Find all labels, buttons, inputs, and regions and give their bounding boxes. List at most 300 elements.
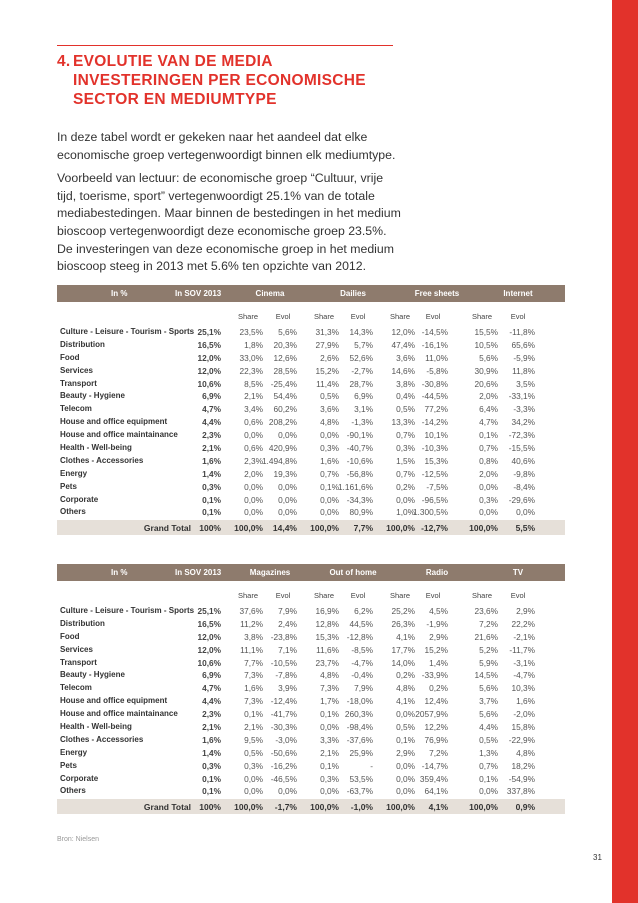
row-category: Health - Well-being [60, 722, 132, 732]
grand-total-label: Grand Total [143, 802, 191, 813]
cell-evol: -11,8% [509, 327, 535, 337]
cell-share: 14,0% [391, 657, 415, 668]
cell-evol: 0,0% [516, 507, 535, 518]
source-note: Bron: Nielsen [57, 836, 100, 843]
row-category: Transport [60, 657, 97, 667]
row-category: Services [60, 365, 93, 375]
row-sov: 4,7% [202, 683, 221, 694]
cell-evol: -37,6% [346, 734, 373, 745]
cell-evol: -14,7% [421, 760, 448, 771]
row-category: Transport [60, 378, 97, 388]
total-share: 100,0% [386, 802, 415, 813]
table-row [57, 429, 565, 442]
cell-share: 16,9% [315, 606, 339, 616]
table-header [57, 564, 565, 581]
cell-evol: 0,0% [278, 430, 297, 441]
cell-evol: 77,2% [424, 404, 448, 415]
subheader-evol: Evol [425, 312, 441, 321]
cell-evol: 10,1% [424, 430, 448, 441]
cell-share: 0,0% [320, 722, 339, 733]
cell-evol: 4,5% [429, 606, 448, 616]
cell-share: 31,3% [315, 327, 339, 337]
grand-total-sov: 100% [199, 523, 221, 534]
cell-share: 10,5% [474, 339, 498, 350]
row-sov: 1,6% [202, 455, 221, 466]
cell-evol: -29,6% [508, 494, 535, 505]
table-row [57, 657, 565, 670]
total-share: 100,0% [310, 523, 339, 534]
header-medium: Out of home [329, 568, 377, 577]
cell-share: 0,0% [320, 494, 339, 505]
cell-share: 33,0% [239, 352, 263, 363]
cell-share: 15,2% [315, 365, 339, 376]
table-row [57, 747, 565, 760]
cell-evol: 76,9% [424, 734, 448, 745]
cell-evol: -46,5% [270, 773, 297, 784]
table-row [57, 403, 565, 416]
cell-evol: 65,6% [511, 339, 535, 350]
cell-share: 23,6% [474, 606, 498, 616]
cell-share: 0,0% [320, 507, 339, 518]
cell-evol: 1.494,8% [261, 455, 297, 466]
cell-evol: 3,9% [278, 683, 297, 694]
subheader-share: Share [237, 591, 258, 600]
cell-evol: -10,6% [346, 455, 373, 466]
table-row [57, 708, 565, 721]
cell-evol: -8,4% [513, 481, 535, 492]
cell-share: 0,7% [320, 468, 339, 479]
header-in-pct: In % [111, 568, 128, 577]
cell-evol: -7,8% [275, 670, 297, 681]
table-row [57, 734, 565, 747]
cell-share: 0,0% [244, 773, 263, 784]
cell-evol: -30,3% [270, 722, 297, 733]
cell-share: 0,0% [479, 786, 498, 797]
total-share: 100,0% [469, 523, 498, 534]
cell-share: 21,6% [474, 631, 498, 642]
subheader-evol: Evol [425, 591, 441, 600]
cell-evol: 5,7% [354, 339, 373, 350]
cell-evol: -34,3% [346, 494, 373, 505]
table-row [57, 481, 565, 494]
cell-evol: -3,0% [275, 734, 297, 745]
table-subheader [57, 581, 565, 605]
cell-evol: -15,5% [508, 443, 535, 454]
total-share: 100,0% [234, 523, 263, 534]
grand-total-row [57, 520, 565, 535]
cell-share: 0,0% [396, 494, 415, 505]
cell-evol: -16,2% [270, 760, 297, 771]
table-row [57, 695, 565, 708]
cell-share: 9,5% [244, 734, 263, 745]
title-rule [57, 45, 393, 46]
row-sov: 2,3% [202, 430, 221, 441]
cell-evol: -3,3% [513, 404, 535, 415]
total-share: 100,0% [386, 523, 415, 534]
cell-share: 4,7% [479, 417, 498, 428]
subheader-evol: Evol [275, 312, 291, 321]
cell-evol: 7,1% [278, 644, 297, 655]
table-subheader [57, 302, 565, 326]
cell-share: 0,5% [479, 734, 498, 745]
cell-evol: 28,5% [273, 365, 297, 376]
row-category: Beauty - Hygiene [60, 670, 125, 680]
row-sov: 0,3% [202, 760, 221, 771]
cell-evol: - [370, 760, 373, 771]
media-table-1 [57, 285, 565, 535]
cell-evol: 60,2% [273, 404, 297, 415]
table-row [57, 631, 565, 644]
cell-evol: 0,0% [278, 481, 297, 492]
row-sov: 2,1% [202, 443, 221, 454]
cell-evol: 6,9% [354, 391, 373, 402]
cell-evol: -22,9% [508, 734, 535, 745]
cell-share: 11,2% [240, 618, 263, 629]
cell-share: 0,2% [396, 481, 415, 492]
cell-share: 0,5% [244, 747, 263, 758]
cell-share: 14,5% [474, 670, 498, 681]
header-medium: Dailies [340, 289, 366, 298]
cell-share: 6,4% [479, 404, 498, 415]
cell-evol: -5,9% [513, 352, 535, 363]
cell-share: 20,6% [474, 378, 498, 389]
subheader-share: Share [389, 312, 410, 321]
table-row [57, 352, 565, 365]
header-sov: In SOV 2013 [175, 568, 222, 577]
cell-evol: 80,9% [349, 507, 373, 518]
cell-evol: 34,2% [511, 417, 535, 428]
row-category: Corporate [60, 494, 99, 504]
row-sov: 4,4% [202, 696, 221, 707]
header-medium: TV [512, 568, 524, 577]
row-category: House and office equipment [60, 417, 168, 427]
cell-share: 1,0% [396, 507, 415, 518]
cell-share: 5,6% [479, 709, 498, 720]
cell-evol: -0,4% [351, 670, 373, 681]
page-edge-bar [612, 0, 638, 903]
cell-evol: 0,2% [429, 683, 448, 694]
cell-share: 1,6% [320, 455, 339, 466]
row-category: Others [60, 507, 86, 517]
row-category: Clothes - Accessories [60, 455, 144, 465]
subheader-evol: Evol [275, 591, 291, 600]
cell-evol: -12,8% [346, 631, 373, 642]
row-category: Clothes - Accessories [60, 734, 144, 744]
cell-evol: 337,8% [506, 786, 535, 797]
cell-evol: 12,6% [273, 352, 297, 363]
row-category: Pets [60, 481, 77, 491]
table-row [57, 442, 565, 455]
cell-share: 0,0% [244, 507, 263, 518]
cell-share: 0,0% [320, 786, 339, 797]
cell-evol: -10,3% [421, 443, 448, 454]
cell-evol: 6,2% [354, 606, 373, 616]
cell-evol: -56,8% [346, 468, 373, 479]
cell-evol: -1,9% [426, 618, 448, 629]
row-sov: 1,6% [202, 734, 221, 745]
cell-share: 5,2% [479, 644, 498, 655]
cell-share: 5,6% [479, 352, 498, 363]
cell-evol: 12,4% [424, 696, 448, 707]
cell-evol: -63,7% [346, 786, 373, 797]
cell-evol: 11,8% [512, 365, 535, 376]
cell-evol: -33,1% [508, 391, 535, 402]
table-row [57, 416, 565, 429]
table-row [57, 339, 565, 352]
cell-share: 11,1% [240, 644, 263, 655]
total-evol: -1,0% [350, 802, 373, 813]
cell-evol: -2,0% [513, 709, 535, 720]
cell-evol: 12,2% [424, 722, 448, 733]
cell-evol: -44,5% [421, 391, 448, 402]
cell-share: 2,0% [479, 468, 498, 479]
cell-evol: -2,1% [513, 631, 535, 642]
cell-share: 0,3% [244, 760, 263, 771]
total-share: 100,0% [310, 802, 339, 813]
cell-share: 0,1% [320, 760, 339, 771]
row-category: Health - Well-being [60, 443, 132, 453]
cell-evol: -12,5% [421, 468, 448, 479]
cell-share: 0,0% [479, 481, 498, 492]
cell-share: 3,7% [479, 696, 498, 707]
cell-evol: 3,5% [516, 378, 535, 389]
row-category: Culture - Leisure - Tourism - Sports [60, 327, 195, 336]
cell-evol: 2,4% [278, 618, 297, 629]
cell-share: 2,1% [244, 722, 263, 733]
cell-share: 5,9% [479, 657, 498, 668]
row-sov: 2,1% [202, 722, 221, 733]
row-category: Distribution [60, 618, 105, 628]
cell-evol: 25,9% [349, 747, 373, 758]
cell-evol: -10,5% [270, 657, 297, 668]
row-sov: 1,4% [202, 747, 221, 758]
subheader-evol: Evol [510, 591, 526, 600]
row-sov: 0,1% [202, 494, 221, 505]
total-evol: 14,4% [272, 523, 297, 534]
cell-share: 0,7% [479, 760, 498, 771]
row-sov: 4,4% [202, 417, 221, 428]
cell-share: 15,5% [474, 327, 498, 337]
cell-evol: -12,4% [270, 696, 297, 707]
cell-share: 23,7% [315, 657, 339, 668]
section-title [57, 52, 397, 109]
cell-share: 0,1% [479, 773, 498, 784]
cell-evol: -14,2% [421, 417, 448, 428]
row-sov: 10,6% [197, 657, 221, 668]
cell-share: 2,1% [244, 391, 263, 402]
cell-evol: 0,0% [278, 494, 297, 505]
cell-share: 11,6% [316, 644, 339, 655]
table-row [57, 605, 565, 618]
row-sov: 2,3% [202, 709, 221, 720]
cell-evol: 2,9% [429, 631, 448, 642]
header-sov: In SOV 2013 [175, 289, 222, 298]
cell-evol: 52,6% [349, 352, 373, 363]
header-medium: Free sheets [414, 289, 460, 298]
cell-evol: 7,9% [278, 606, 297, 616]
header-medium: Internet [503, 289, 533, 298]
cell-evol: -9,8% [513, 468, 535, 479]
cell-evol: 420,9% [268, 443, 297, 454]
cell-share: 7,7% [244, 657, 263, 668]
cell-share: 0,0% [244, 494, 263, 505]
cell-evol: -72,3% [508, 430, 535, 441]
cell-share: 2,6% [320, 352, 339, 363]
header-medium: Cinema [255, 289, 285, 298]
row-category: Services [60, 644, 93, 654]
media-table-2 [57, 564, 565, 814]
cell-share: 7,2% [479, 618, 498, 629]
cell-evol: -54,9% [508, 773, 535, 784]
row-category: Energy [60, 468, 88, 478]
table-row [57, 365, 565, 378]
cell-share: 0,4% [396, 391, 415, 402]
cell-evol: 40,6% [511, 455, 535, 466]
cell-evol: -96,5% [421, 494, 448, 505]
cell-evol: 0,0% [278, 786, 297, 797]
total-evol: -1,7% [274, 802, 297, 813]
cell-share: 0,0% [479, 507, 498, 518]
subheader-evol: Evol [350, 591, 366, 600]
cell-share: 0,3% [320, 443, 339, 454]
cell-evol: 1.161,6% [337, 481, 373, 492]
cell-share: 0,6% [244, 443, 263, 454]
cell-evol: -7,5% [426, 481, 448, 492]
row-category: House and office maintainance [60, 430, 178, 440]
subheader-share: Share [471, 591, 492, 600]
row-sov: 1,4% [202, 468, 221, 479]
cell-evol: -33,9% [421, 670, 448, 681]
table-row [57, 644, 565, 657]
header-in-pct: In % [111, 289, 128, 298]
table-row [57, 618, 565, 631]
row-sov: 12,0% [197, 631, 221, 642]
cell-share: 1,3% [479, 747, 498, 758]
total-evol: 0,9% [515, 802, 535, 813]
cell-evol: 1,6% [516, 696, 535, 707]
cell-share: 0,0% [244, 430, 263, 441]
table-header [57, 285, 565, 302]
row-category: Food [60, 631, 80, 641]
subheader-share: Share [237, 312, 258, 321]
cell-share: 2,3% [244, 455, 263, 466]
subheader-evol: Evol [510, 312, 526, 321]
cell-share: 2,1% [320, 747, 339, 758]
cell-share: 0,0% [320, 430, 339, 441]
row-sov: 25,1% [197, 606, 221, 616]
cell-share: 4,1% [396, 696, 415, 707]
cell-evol: 10,3% [511, 683, 535, 694]
cell-share: 7,3% [244, 696, 263, 707]
cell-share: 0,7% [396, 430, 415, 441]
table-row [57, 455, 565, 468]
cell-evol: -23,8% [270, 631, 297, 642]
cell-evol: 4,8% [516, 747, 535, 758]
cell-share: 4,8% [320, 670, 339, 681]
cell-share: 1,6% [244, 683, 263, 694]
cell-share: 0,0% [244, 481, 263, 492]
total-share: 100,0% [234, 802, 263, 813]
cell-evol: -90,1% [346, 430, 373, 441]
cell-evol: -25,4% [270, 378, 297, 389]
row-sov: 0,3% [202, 481, 221, 492]
row-sov: 12,0% [197, 644, 221, 655]
cell-share: 22,3% [239, 365, 263, 376]
row-sov: 10,6% [197, 378, 221, 389]
title-line-2: INVESTERINGEN PER ECONOMISCHE [73, 72, 366, 89]
cell-evol: 1.300,5% [412, 507, 448, 518]
row-sov: 25,1% [197, 327, 221, 337]
cell-evol: 19,3% [273, 468, 297, 479]
cell-evol: 53,5% [349, 773, 373, 784]
subheader-share: Share [313, 312, 334, 321]
table-row [57, 390, 565, 403]
cell-share: 0,0% [396, 773, 415, 784]
cell-evol: 18,2% [511, 760, 535, 771]
cell-share: 7,3% [320, 683, 339, 694]
cell-evol: -98,4% [346, 722, 373, 733]
intro-text [57, 129, 402, 276]
subheader-evol: Evol [350, 312, 366, 321]
cell-share: 4,1% [396, 631, 415, 642]
title-line-3: SECTOR EN MEDIUMTYPE [73, 91, 277, 108]
cell-evol: 0,0% [278, 507, 297, 518]
table-row [57, 721, 565, 734]
row-sov: 6,9% [202, 391, 221, 402]
cell-share: 0,0% [244, 786, 263, 797]
header-medium: Magazines [249, 568, 291, 577]
cell-share: 0,5% [396, 404, 415, 415]
row-sov: 4,7% [202, 404, 221, 415]
cell-share: 0,5% [396, 722, 415, 733]
cell-share: 0,7% [396, 468, 415, 479]
cell-share: 3,6% [396, 352, 415, 363]
row-sov: 6,9% [202, 670, 221, 681]
row-category: Distribution [60, 339, 105, 349]
cell-share: 26,3% [391, 618, 415, 629]
cell-share: 2,0% [244, 468, 263, 479]
cell-share: 0,0% [396, 709, 415, 720]
cell-share: 0,1% [396, 734, 415, 745]
table-row [57, 378, 565, 391]
cell-share: 15,3% [315, 631, 339, 642]
total-evol: 4,1% [428, 802, 448, 813]
subheader-share: Share [313, 591, 334, 600]
cell-share: 7,3% [244, 670, 263, 681]
cell-evol: 54,4% [273, 391, 297, 402]
cell-share: 4,8% [320, 417, 339, 428]
cell-evol: -40,7% [346, 443, 373, 454]
grand-total-label: Grand Total [143, 523, 191, 534]
cell-evol: -18,0% [346, 696, 373, 707]
cell-share: 4,4% [479, 722, 498, 733]
cell-evol: 7,2% [429, 747, 448, 758]
cell-evol: 5,6% [278, 327, 297, 337]
cell-evol: 15,3% [424, 455, 448, 466]
row-sov: 0,1% [202, 786, 221, 797]
cell-evol: 3,1% [354, 404, 373, 415]
title-line-1: 4. EVOLUTIE VAN DE MEDIA [57, 53, 273, 70]
cell-share: 0,6% [244, 417, 263, 428]
cell-share: 5,6% [479, 683, 498, 694]
cell-evol: 15,2% [424, 644, 448, 655]
total-evol: 5,5% [515, 523, 535, 534]
cell-share: 27,9% [315, 339, 339, 350]
total-evol: -12,7% [421, 523, 448, 534]
cell-share: 1,5% [396, 455, 415, 466]
row-sov: 16,5% [197, 618, 221, 629]
cell-share: 17,7% [391, 644, 415, 655]
